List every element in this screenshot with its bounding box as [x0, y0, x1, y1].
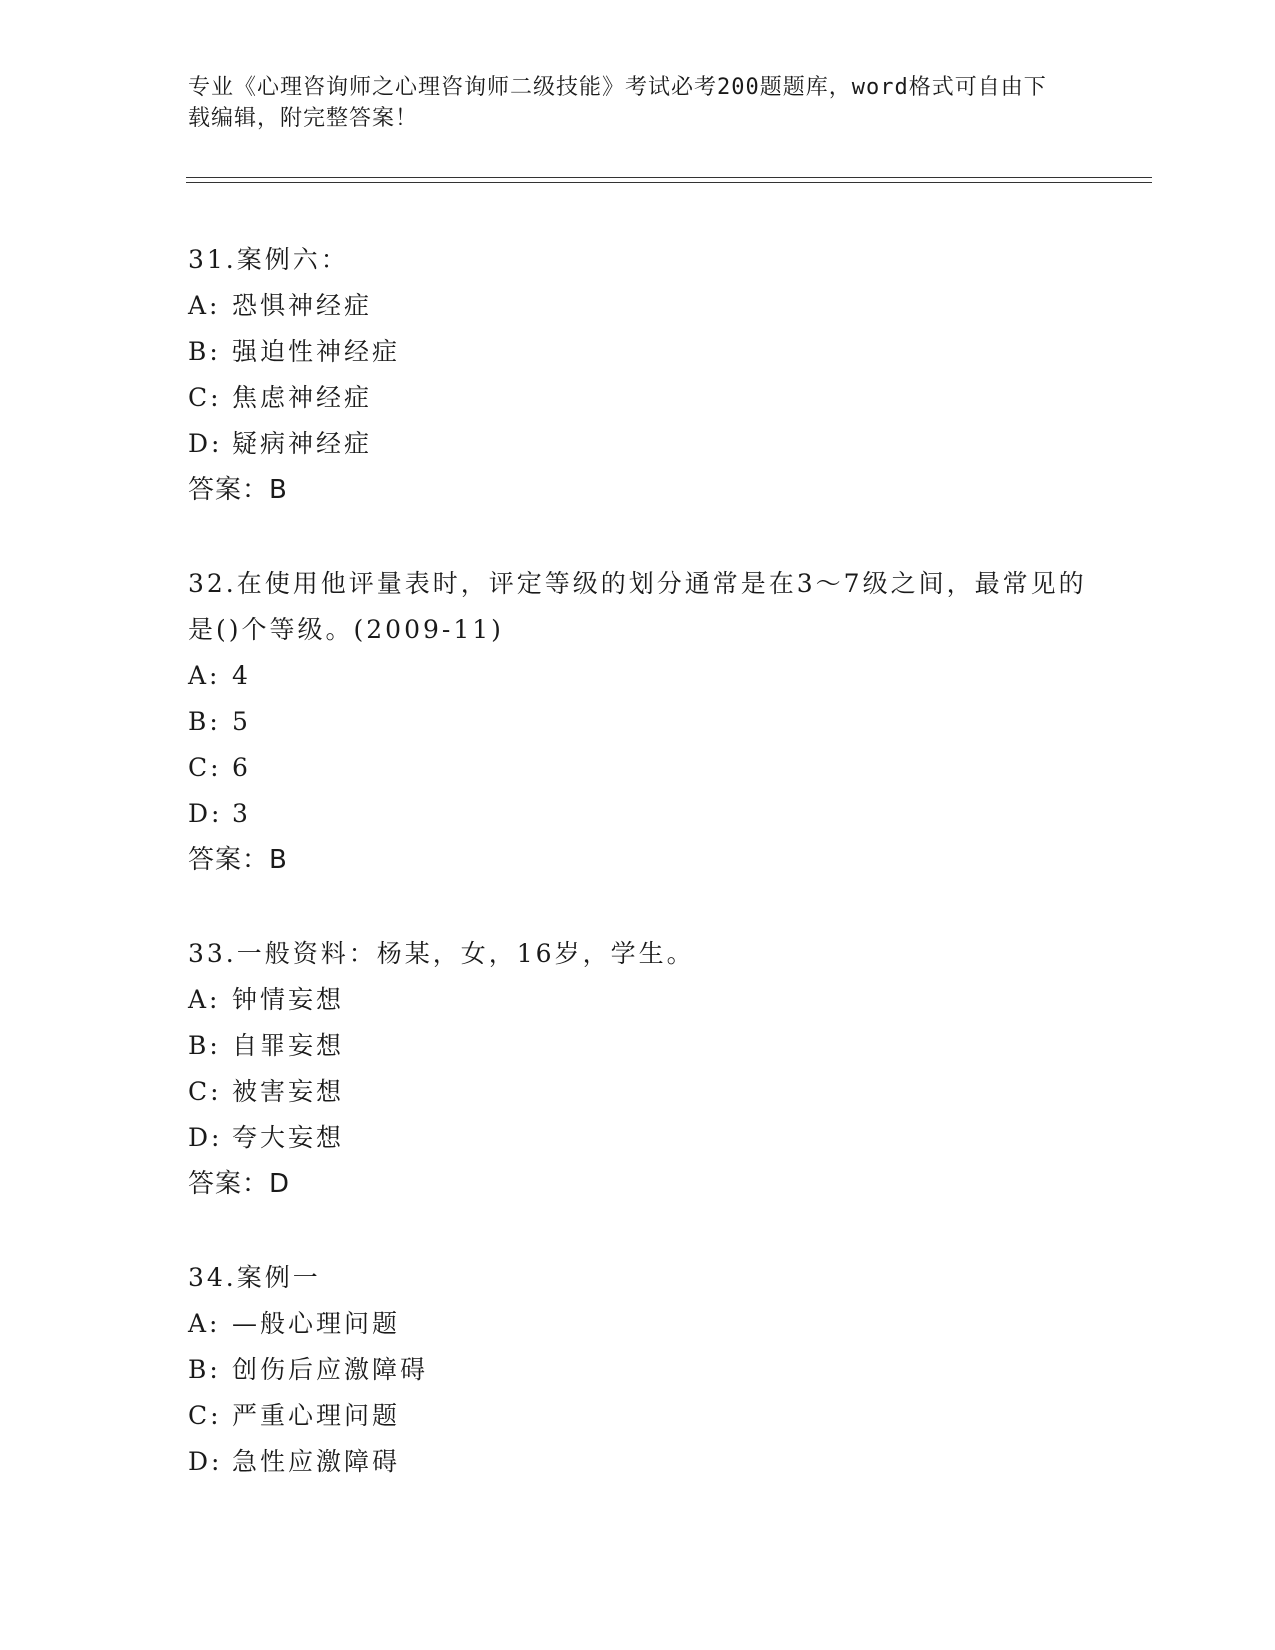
option-key: D:: [188, 799, 223, 828]
option-c: [188, 1069, 1088, 1115]
document-header-intro: 专业《心理咨询师之心理咨询师二级技能》考试必考200题题库，word格式可自由下载编辑，附完整答案！: [188, 75, 1047, 131]
option-a: [188, 977, 1088, 1023]
option-text: —般心理问题: [232, 1309, 401, 1338]
header-divider-bottom: [186, 182, 1152, 183]
option-key: B:: [188, 707, 221, 736]
option-b: [188, 1023, 1088, 1069]
option-text: 强迫性神经症: [232, 337, 401, 366]
header-divider-top: [186, 177, 1152, 178]
option-key: C:: [188, 383, 222, 412]
answer-line: 答案：D: [188, 1169, 291, 1199]
option-c: [188, 745, 1088, 791]
option-text: 夸大妄想: [232, 1123, 345, 1152]
option-text: 急性应激障碍: [232, 1447, 401, 1476]
option-key: B:: [188, 337, 221, 366]
option-key: A:: [188, 1309, 221, 1338]
question-item: [188, 931, 1088, 1207]
option-d: [188, 1439, 1088, 1485]
option-text: 自罪妄想: [232, 1031, 345, 1060]
option-text: 严重心理问题: [232, 1401, 401, 1430]
option-c: [188, 1393, 1088, 1439]
option-key: A:: [188, 661, 221, 690]
question-item: [188, 1255, 1088, 1485]
question-stem: 32.在使用他评量表时，评定等级的划分通常是在3～7级之间，最常见的是()个等级。(2009-11): [188, 569, 1087, 644]
option-text: 6: [232, 753, 251, 782]
option-d: [188, 1115, 1088, 1161]
answer-line: 答案：B: [188, 475, 288, 505]
question-item: [188, 561, 1088, 883]
option-b: [188, 699, 1088, 745]
option-key: C:: [188, 753, 222, 782]
question-stem: 33.一般资料：杨某，女，16岁，学生。: [188, 939, 695, 968]
option-text: 3: [232, 799, 251, 828]
question-item: [188, 237, 1088, 513]
option-key: D:: [188, 1123, 223, 1152]
question-stem: 31.案例六：: [188, 245, 349, 274]
option-key: A:: [188, 291, 221, 320]
option-c: [188, 375, 1088, 421]
option-key: B:: [188, 1355, 221, 1384]
option-b: [188, 329, 1088, 375]
question-list: [188, 237, 1088, 1533]
option-key: D:: [188, 1447, 223, 1476]
option-text: 疑病神经症: [232, 429, 373, 458]
option-key: B:: [188, 1031, 221, 1060]
option-text: 5: [232, 707, 251, 736]
option-text: 焦虑神经症: [232, 383, 373, 412]
option-key: C:: [188, 1401, 222, 1430]
option-text: 4: [232, 661, 251, 690]
question-stem: 34.案例一: [188, 1263, 321, 1292]
answer-line: 答案：B: [188, 845, 288, 875]
option-d: [188, 421, 1088, 467]
option-text: 被害妄想: [232, 1077, 345, 1106]
option-text: 钟情妄想: [232, 985, 345, 1014]
option-d: [188, 791, 1088, 837]
option-a: [188, 283, 1088, 329]
option-b: [188, 1347, 1088, 1393]
option-key: D:: [188, 429, 223, 458]
option-key: A:: [188, 985, 221, 1014]
option-text: 创伤后应激障碍: [232, 1355, 429, 1384]
option-text: 恐惧神经症: [232, 291, 373, 320]
option-a: [188, 1301, 1088, 1347]
option-key: C:: [188, 1077, 222, 1106]
option-a: [188, 653, 1088, 699]
